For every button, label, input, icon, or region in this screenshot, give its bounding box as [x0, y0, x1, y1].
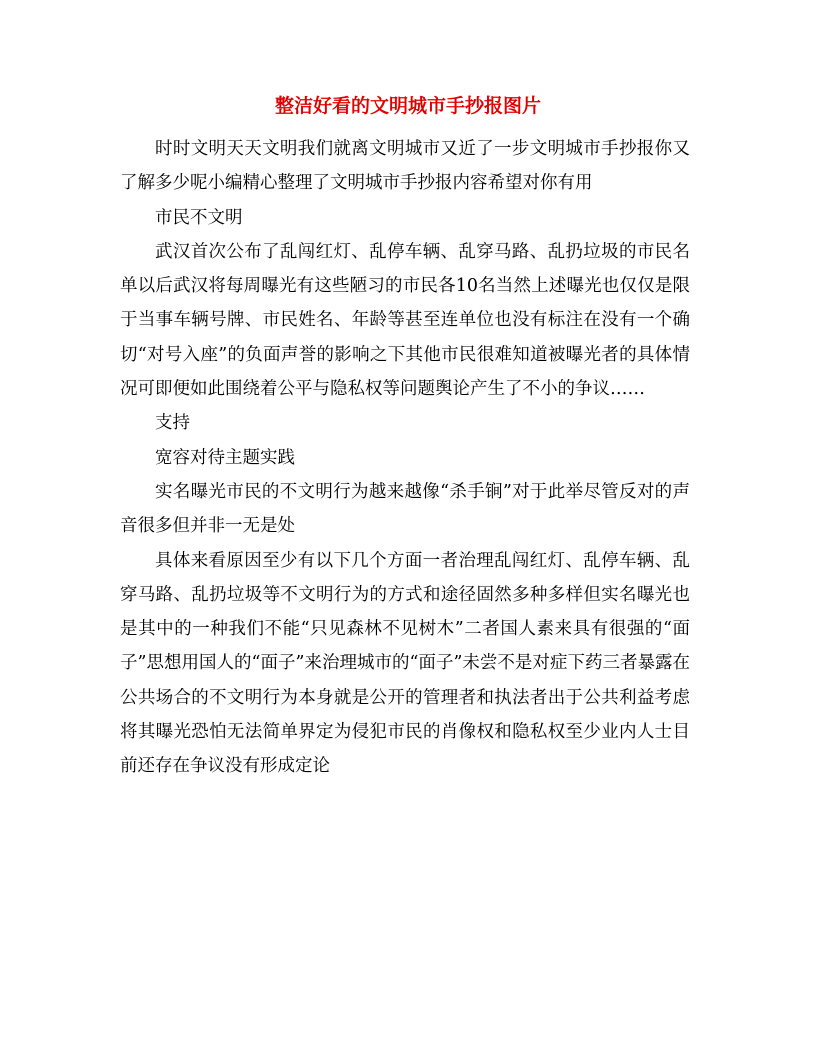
section-heading-uncivil-citizens: 市民不文明 — [155, 207, 243, 228]
section-heading-support: 支持 — [155, 413, 190, 434]
body-paragraph-exposure: 实名曝光市民的不文明行为越来越像“杀手锏”对于此举尽管反对的声音很多但并非一无是处 — [120, 481, 690, 537]
section-heading-tolerance: 宽容对待主题实践 — [155, 447, 295, 468]
body-paragraph-wuhan: 武汉首次公布了乱闯红灯、乱停车辆、乱穿马路、乱扔垃圾的市民名单以后武汉将每周曝光有这些陋习的市民各10名当然上述曝光也仅仅是限于当事车辆号牌、市民姓名、年龄等甚至连单位也没有标注在没有一个确切“对号入座”的负面声誉的影响之下其他市民很难知道被曝光者的具体情况可即便如此围绕着公平与隐私权等问题舆论产生了不小的争议…… — [120, 241, 690, 400]
document-body — [120, 132, 690, 784]
body-paragraph-reasons: 具体来看原因至少有以下几个方面一者治理乱闯红灯、乱停车辆、乱穿马路、乱扔垃圾等不文明行为的方式和途径固然多种多样但实名曝光也是其中的一种我们不能“只见森林不见树木”二者国人素来具有很强的“面子”思想用国人的“面子”来治理城市的“面子”未尝不是对症下药三者暴露在公共场合的不文明行为本身就是公开的管理者和执法者出于公共利益考虑将其曝光恐怕无法简单界定为侵犯市民的肖像权和隐私权至少业内人士目前还存在争议没有形成定论 — [120, 550, 690, 777]
document-title: 整洁好看的文明城市手抄报图片 — [274, 95, 541, 117]
intro-paragraph: 时时文明天天文明我们就离文明城市又近了一步文明城市手抄报你又了解多少呢小编精心整理了文明城市手抄报内容希望对你有用 — [120, 139, 690, 194]
